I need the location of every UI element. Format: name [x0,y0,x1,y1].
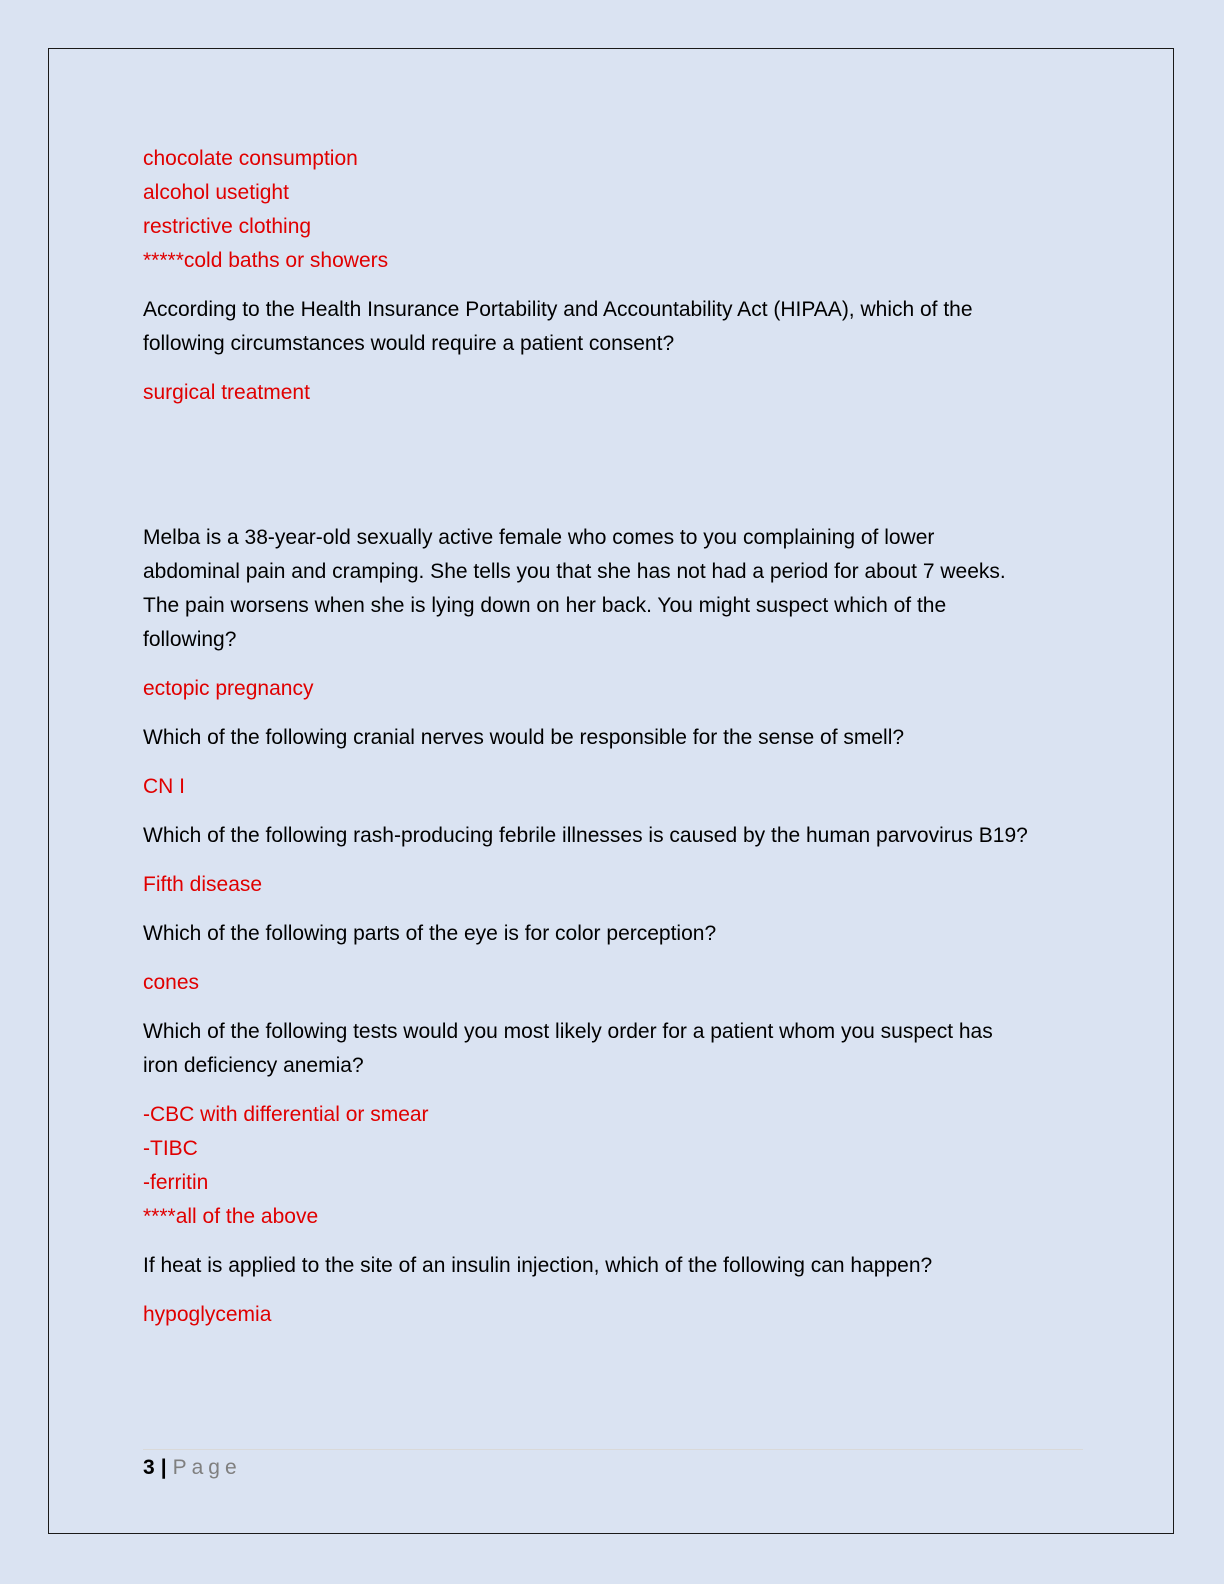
answer-block [143,770,1083,804]
answer-block [143,142,1083,278]
question-line: Melba is a 38-year-old sexually active female who comes to you complaining of lower [143,526,935,549]
answer-line: chocolate consumption [143,147,358,170]
answer-block [143,1098,1083,1234]
question-line: Which of the following parts of the eye is for color perception? [143,922,717,945]
question-block [143,917,1083,951]
answer-line: cones [143,971,200,994]
answer-line: ectopic pregnancy [143,677,314,700]
question-line: If heat is applied to the site of an insulin injection, which of the following can happen? [143,1254,933,1277]
question-block [143,721,1083,755]
question-block [143,293,1083,361]
answer-line: -CBC with differential or smear [143,1103,429,1126]
question-line: Which of the following rash-producing febrile illnesses is caused by the human parvovirus B19? [143,824,1028,847]
answer-line: restrictive clothing [143,215,312,238]
answer-line: alcohol usetight [143,181,289,204]
page-footer [143,1454,242,1482]
answer-block [143,868,1083,902]
answer-line: -ferritin [143,1171,209,1194]
question-block [143,1249,1083,1283]
footer-separator: | [160,1456,167,1479]
document-body [143,142,1083,1347]
question-line: According to the Health Insurance Portability and Accountability Act (HIPAA), which of the [143,298,973,321]
question-line: Which of the following cranial nerves would be responsible for the sense of smell? [143,726,905,749]
page-number: 3 [143,1456,155,1479]
answer-line: surgical treatment [143,381,310,404]
answer-line: *****cold baths or showers [143,249,389,272]
answer-line: CN I [143,775,185,798]
spacer [143,425,1083,521]
answer-line: hypoglycemia [143,1303,272,1326]
question-line: following circumstances would require a patient consent? [143,332,675,355]
answer-line: ****all of the above [143,1205,319,1228]
question-block [143,819,1083,853]
answer-block [143,1298,1083,1332]
question-line: following? [143,628,237,651]
answer-block [143,376,1083,410]
question-line: abdominal pain and cramping. She tells you that she has not had a period for about 7 weeks. [143,560,1006,583]
answer-block [143,672,1083,706]
question-line: The pain worsens when she is lying down on her back. You might suspect which of the [143,594,947,617]
answer-line: -TIBC [143,1137,198,1160]
answer-line: Fifth disease [143,873,263,896]
answer-block [143,966,1083,1000]
question-block [143,521,1083,657]
question-line: iron deficiency anemia? [143,1054,364,1077]
question-line: Which of the following tests would you most likely order for a patient whom you suspect has [143,1020,993,1043]
question-block [143,1015,1083,1083]
footer-divider [143,1449,1083,1450]
page-label: Page [172,1456,242,1479]
